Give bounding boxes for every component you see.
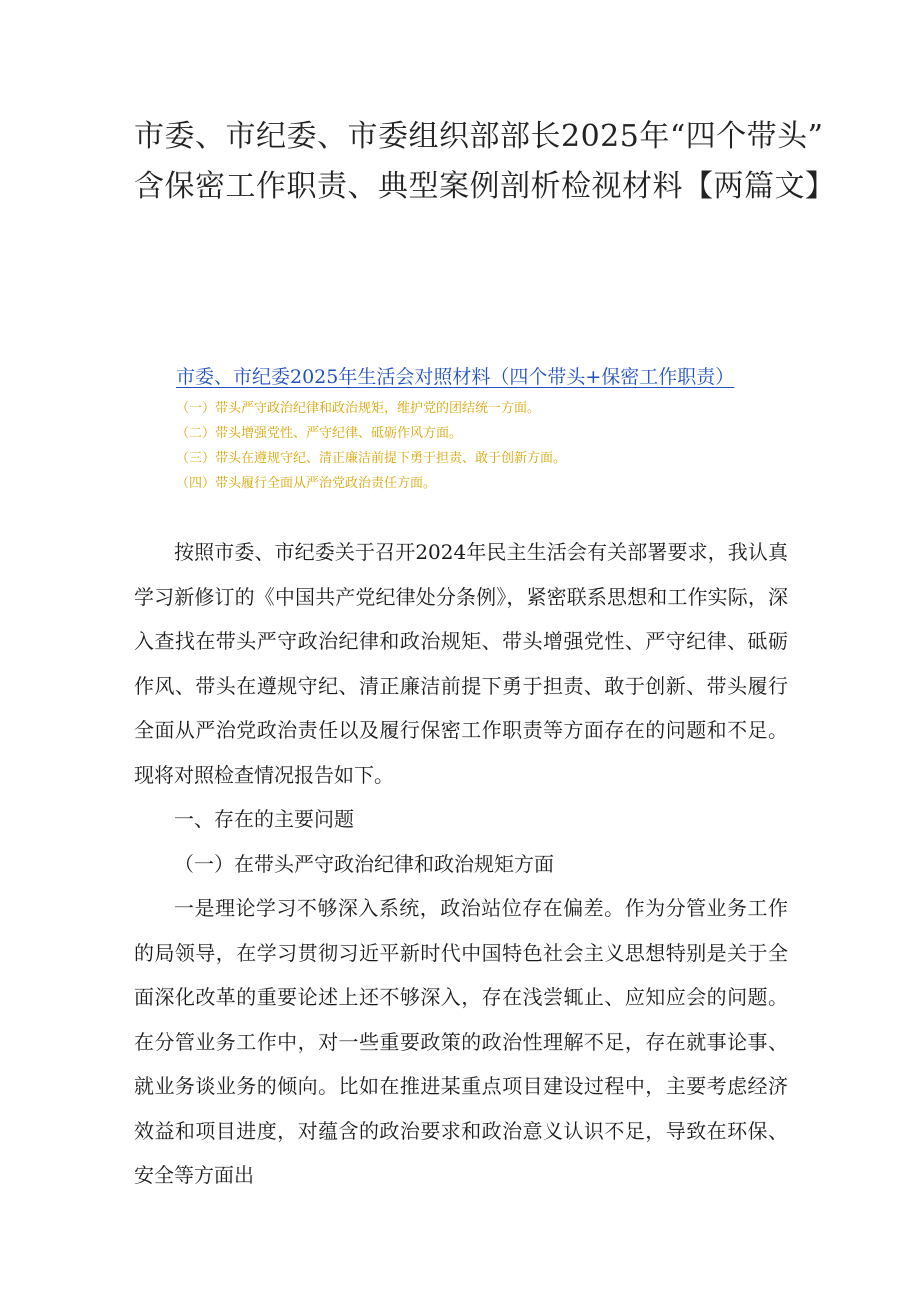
toc-item-2[interactable]: （二）带头增强党性、严守纪律、砥砺作风方面。 [176,426,463,441]
toc-heading-link[interactable]: 市委、市纪委2025年生活会对照材料（四个带头+保密工作职责） [176,366,735,388]
table-of-contents [176,362,796,496]
intro-paragraph: 按照市委、市纪委关于召开2024年民主生活会有关部署要求，我认真学习新修订的《中国共产党纪律处分条例》，紧密联系思想和工作实际，深入查找在带头严守政治纪律和政治规矩、带头增强党性、严守纪律、砥砺作风、带头在遵规守纪、清正廉洁前提下勇于担责、敢于创新、带头履行全面从严治党政治责任以及履行保密工作职责等方面存在的问题和不足。现将对照检查情况报告如下。 [134,540,788,787]
toc-item-3[interactable]: （三）带头在遵规守纪、清正廉洁前提下勇于担责、敢于创新方面。 [176,451,567,466]
document-title-line-2: 含保密工作职责、典型案例剖析检视材料【两篇文】 [134,169,836,204]
toc-item-4[interactable]: （四）带头履行全面从严治党政治责任方面。 [176,476,437,491]
section-heading: 一、存在的主要问题 [174,807,354,831]
document-title [134,112,836,212]
document-title-line-1: 市委、市纪委、市委组织部部长2025年“四个带头” [134,119,824,154]
point-paragraph: 一是理论学习不够深入系统，政治站位存在偏差。作为分管业务工作的局领导，在学习贯彻习近平新时代中国特色社会主义思想特别是关于全面深化改革的重要论述上还不够深入，存在浅尝辄止、应知应会的问题。在分管业务工作中，对一些重要政策的政治性理解不足，存在就事论事、就业务谈业务的倾向。比如在推进某重点项目建设过程中，主要考虑经济效益和项目进度，对蕴含的政治要求和政治意义认识不足，导致在环保、安全等方面出 [134,896,788,1187]
toc-item-1[interactable]: （一）带头严守政治纪律和政治规矩，维护党的团结统一方面。 [176,401,541,416]
subsection-heading: （一）在带头严守政治纪律和政治规矩方面 [174,851,554,876]
document-body [134,530,788,1198]
